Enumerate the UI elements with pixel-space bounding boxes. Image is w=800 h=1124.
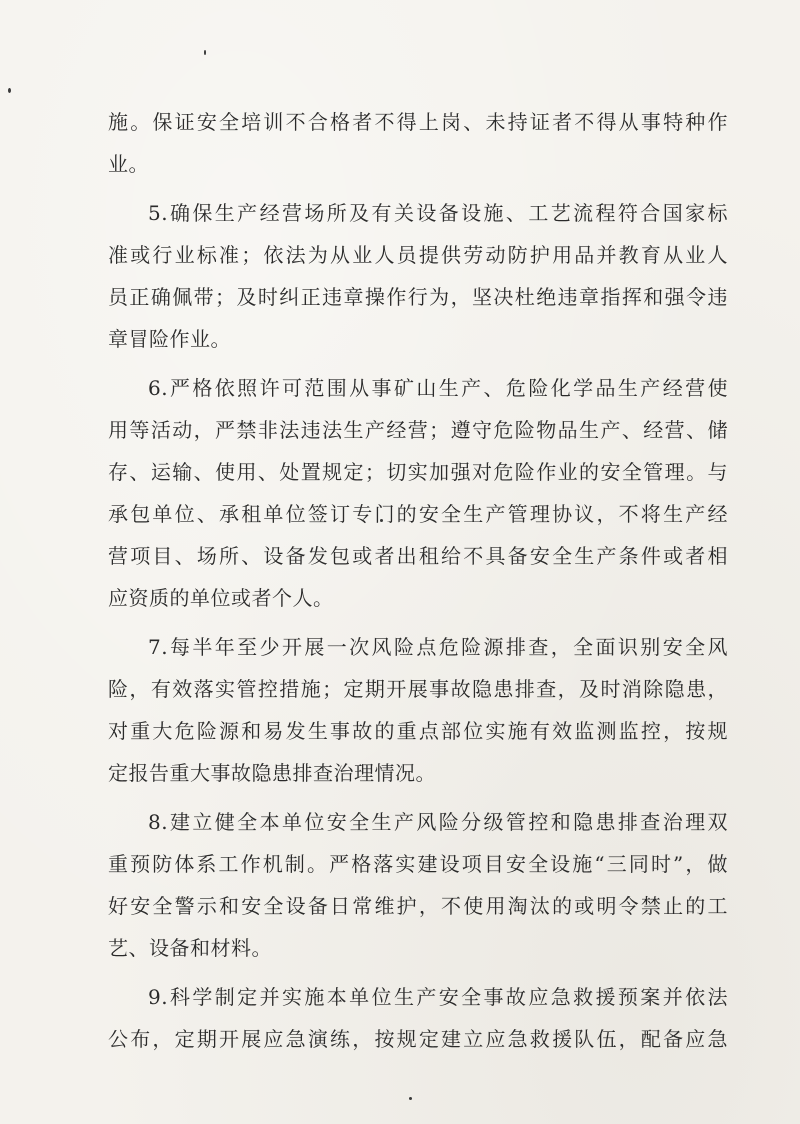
- text-line: 好安全警示和安全设备日常维护，不使用淘汰的或明令禁止的工: [108, 894, 728, 918]
- paragraph-item-5: [108, 192, 728, 360]
- text-line: 6.严格依照许可范围从事矿山生产、危险化学品生产经营使: [148, 376, 728, 400]
- text-line: 用等活动，严禁非法违法生产经营；遵守危险物品生产、经营、储: [108, 418, 728, 442]
- text-line: 准或行业标准；依法为从业人员提供劳动防护用品并教育从业人: [108, 243, 728, 267]
- paragraph-continuation: [108, 101, 728, 185]
- paragraph-item-6: [108, 367, 728, 619]
- text-line: 对重大危险源和易发生事故的重点部位实施有效监测监控，按规: [108, 719, 728, 743]
- text-line: 艺、设备和材料。: [108, 936, 272, 960]
- paragraph-item-9: [108, 976, 728, 1060]
- text-line: 7.每半年至少开展一次风险点危险源排查，全面识别安全风: [148, 635, 728, 659]
- paragraph-item-7: [108, 626, 728, 794]
- scan-speck: [8, 88, 11, 93]
- scan-speck: [409, 1097, 412, 1100]
- text-line: 应资质的单位或者个人。: [108, 586, 334, 610]
- text-line: 承包单位、承租单位签订专门的安全生产管理协议，不将生产经: [108, 502, 728, 526]
- text-line: 员正确佩带；及时纠正违章操作行为，坚决杜绝违章指挥和强令违: [108, 285, 728, 309]
- text-line: 9.科学制定并实施本单位生产安全事故应急救援预案并依法: [148, 985, 728, 1009]
- text-line: 重预防体系工作机制。严格落实建设项目安全设施“三同时”，做: [108, 852, 728, 876]
- text-line: 施。保证安全培训不合格者不得上岗、未持证者不得从事特种作: [108, 110, 728, 134]
- text-line: 定报告重大事故隐患排查治理情况。: [108, 761, 436, 785]
- text-line: 险，有效落实管控措施；定期开展事故隐患排查，及时消除隐患，: [108, 677, 728, 701]
- text-line: 5.确保生产经营场所及有关设备设施、工艺流程符合国家标: [148, 201, 728, 225]
- text-line: 8.建立健全本单位安全生产风险分级管控和隐患排查治理双: [148, 810, 728, 834]
- text-line: 公布，定期开展应急演练，按规定建立应急救援队伍，配备应急: [108, 1027, 728, 1051]
- text-line: 章冒险作业。: [108, 327, 231, 351]
- text-line: 营项目、场所、设备发包或者出租给不具备安全生产条件或者相: [108, 544, 728, 568]
- scan-speck: [204, 50, 206, 55]
- text-line: 业。: [108, 152, 149, 176]
- document-body: [108, 101, 728, 1067]
- text-line: 存、运输、使用、处置规定；切实加强对危险作业的安全管理。与: [108, 460, 728, 484]
- paragraph-item-8: [108, 801, 728, 969]
